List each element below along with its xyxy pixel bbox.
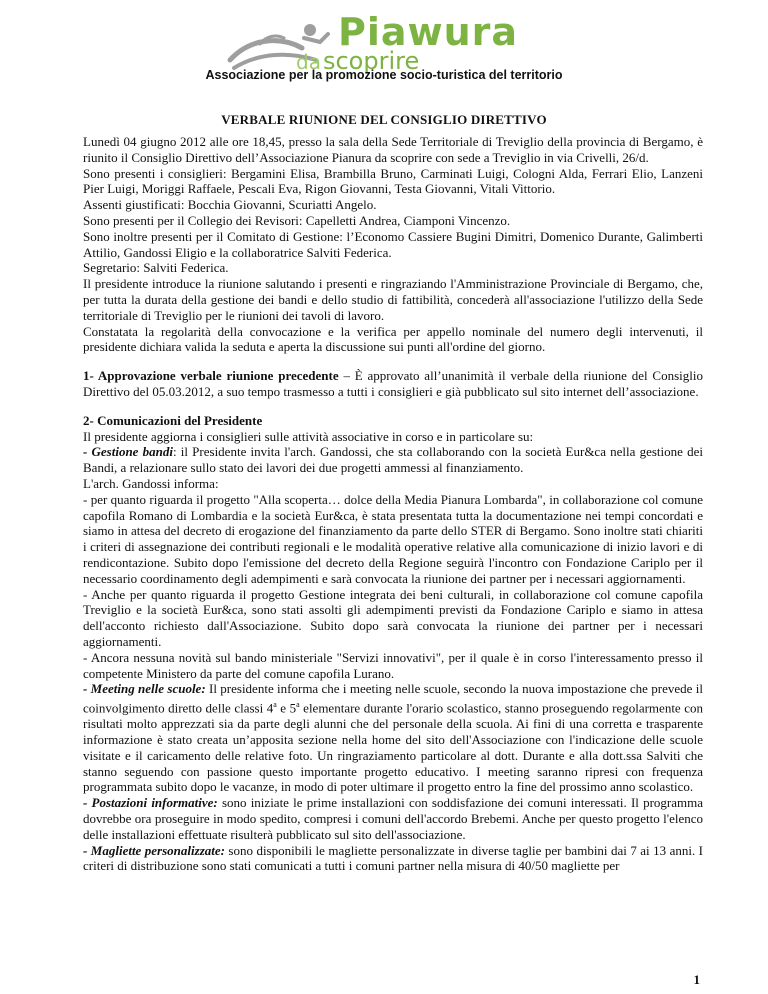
intro-paragraph-secretary: Segretario: Salviti Federica. [83,260,229,276]
intro-paragraph-quorum: Constatata la regolarità della convocazione e la verifica per appello nominale del numero degli intervenuti, il presidente dichiara valida la seduta e aperta la discussione sui punti all'ordine del giorno. [83,323,703,355]
superscript-b: a [296,700,300,710]
meeting-text-b: e 5 [276,700,297,716]
document-body [83,134,703,874]
section-2-magliette [83,843,703,875]
section-2-bandi [83,444,703,476]
meeting-label: - Meeting nelle scuole: [83,681,206,697]
bandi-text: : il Presidente invita l'arch. Gandossi, che sta collaborando con la società Eur&ca nella gestione dei Bandi, a relazionare sullo stato dei lavori dei due progetti ammessi al finanziamento. [83,444,703,476]
magliette-label: - Magliette personalizzate: [83,842,225,858]
postazioni-label: - Postazioni informative: [83,795,218,811]
section-2-postazioni [83,795,703,842]
meeting-text-c: elementare durante l'orario scolastico, stanno proseguendo regolarmente con risultati molto apprezzati sia da parte degli alunni che del personale della scuola. Ai fini di una corretta e trasparente informazione è stato creata un’apposita sezione nella home del sito dell'Associazione con l'indicazione delle scuole visitate e il caricamento delle relative foto. Un ringraziamento particolare al dott. Durante e alla dott.ssa Salviti che stanno seguendo con passione questo importante progetto educativo. I meeting saranno ripresi con frequenza programmata subito dopo le vacanze, in modo di poter ultimare il progetto entro la fine del prossimo anno scolastico. [83,700,703,795]
association-tagline: Associazione per la promozione socio-turistica del territorio [205,68,563,82]
page-number: 1 [693,972,700,987]
postazioni-text: sono iniziate le prime installazioni con soddisfazione dei comuni interessati. Il programma dovrebbe ora proseguire in modo spedito, compresi i comuni dell'accordo Brebemi. Anche per questo progetto l'elenco delle installazioni effettuate risulterà pubblicato sul sito dell'associazione. [83,795,703,842]
logo-word-scoprire: scoprire [322,47,420,75]
section-2-meeting [83,681,703,795]
intro-paragraph-president: Il presidente introduce la riunione salutando i presenti e ringraziando l'Amministrazione Provinciale di Bergamo, che, per tutta la durata della gestione dei bandi e dello studio di fattibilità, concederà all'associazione l'utilizzo della Sede territoriale di Treviglio per le riunioni dei tavoli di lavoro. [83,276,703,323]
bandi-label: - Gestione bandi [83,444,173,460]
document-title: VERBALE RIUNIONE DEL CONSIGLIO DIRETTIVO [221,112,547,127]
section-2-item-2: - Anche per quanto riguarda il progetto Gestione integrata dei beni culturali, in collaborazione col comune capofila Treviglio e la società Eur&ca, sono stati assolti gli adempimenti previsti da Fondazione Cariplo e siamo in attesa dell'acconto richiesto dall'Associazione. Subito dopo sarà convocata la riunione dei partner per i necessari aggiornamenti. [83,586,703,649]
logo-word-pianura: Piawura [338,10,519,54]
section-2-item-3: - Ancora nessuna novità sul bando ministeriale "Servizi innovativi", per il quale è in corso l'interessamento presso il competente Ministero da parte del comune capofila Lurano. [83,649,703,681]
section-2-item-1: - per quanto riguarda il progetto "Alla scoperta… dolce della Media Pianura Lombarda", in collaborazione col comune capofila Romano di Lombardia e la società Eur&ca, è stata presentata tutta la documentazione nei tempi concordati e siamo in attesa del decreto di erogazione del finanziamento da parte dello STER di Bergamo. Sono inoltre stati chiariti i criteri di assegnazione dei contributi regionali e le modalità operative relative alla comunicazione di inizio lavori e di rendicontazione. Subito dopo l'emissione del decreto della Regione seguirà l'incontro con Fondazione Cariplo per il necessario coordinamento degli adempimenti e sarà convocata la riunione dei partner per i necessari aggiornamenti. [83,491,703,586]
intro-paragraph-date: Lunedì 04 giugno 2012 alle ore 18,45, presso la sala della Sede Territoriale di Treviglio della provincia di Bergamo, è riunito il Consiglio Direttivo dell’Associazione Pianura da scoprire con sede a Treviglio in via Crivelli, 26/d. [83,134,703,165]
intro-paragraph-absent: Assenti giustificati: Bocchia Giovanni, Scuriatti Angelo. [83,197,377,213]
intro-paragraph-present: Sono presenti i consiglieri: Bergamini Elisa, Brambilla Bruno, Carminati Luigi, Cologni Alda, Ferrari Elio, Lanzeni Pier Luigi, Moriggi Raffaele, Pescali Eva, Rigon Giovanni, Testa Giovanni, Vitali Vittorio. [83,165,703,197]
intro-paragraph-revisori: Sono presenti per il Collegio dei Revisori: Capelletti Andrea, Ciamponi Vincenzo. [83,212,511,228]
section-1 [83,368,703,400]
section-2-heading: 2- Comunicazioni del Presidente [83,412,263,428]
logo-word-da: da [296,50,321,74]
section-2-informa: L'arch. Gandossi informa: [83,475,219,491]
meeting-text-a: Il presidente informa che i meeting nelle scuole, secondo la nuova impostazione che prevede il coinvolgimento diretto delle classi 4 [83,681,703,716]
section-1-text: – È approvato all’unanimità il verbale della riunione del Consiglio Direttivo del 05.03.2012, a suo tempo trasmesso a tutti i consiglieri e già pubblicato sul sito internet dell’associazione. [83,368,703,399]
magliette-text: sono disponibili le magliette personalizzate in diverse taglie per bambini dai 7 ai 13 anni. I criteri di distribuzione sono stati comunicati a tutti i comuni partner nella misura di 40/50 magliette per [83,842,704,874]
intro-paragraph-comitato: Sono inoltre presenti per il Comitato di Gestione: l’Economo Cassiere Bugini Dimitri, Domenico Durante, Galimberti Attilio, Gandossi Eligio e la collaboratrice Salviti Federica. [83,228,703,260]
section-2-intro: Il presidente aggiorna i consiglieri sulle attività associative in corso e in particolare su: [83,428,534,444]
section-1-heading: 1- Approvazione verbale riunione precedente [83,368,339,384]
superscript-a: a [273,700,277,710]
